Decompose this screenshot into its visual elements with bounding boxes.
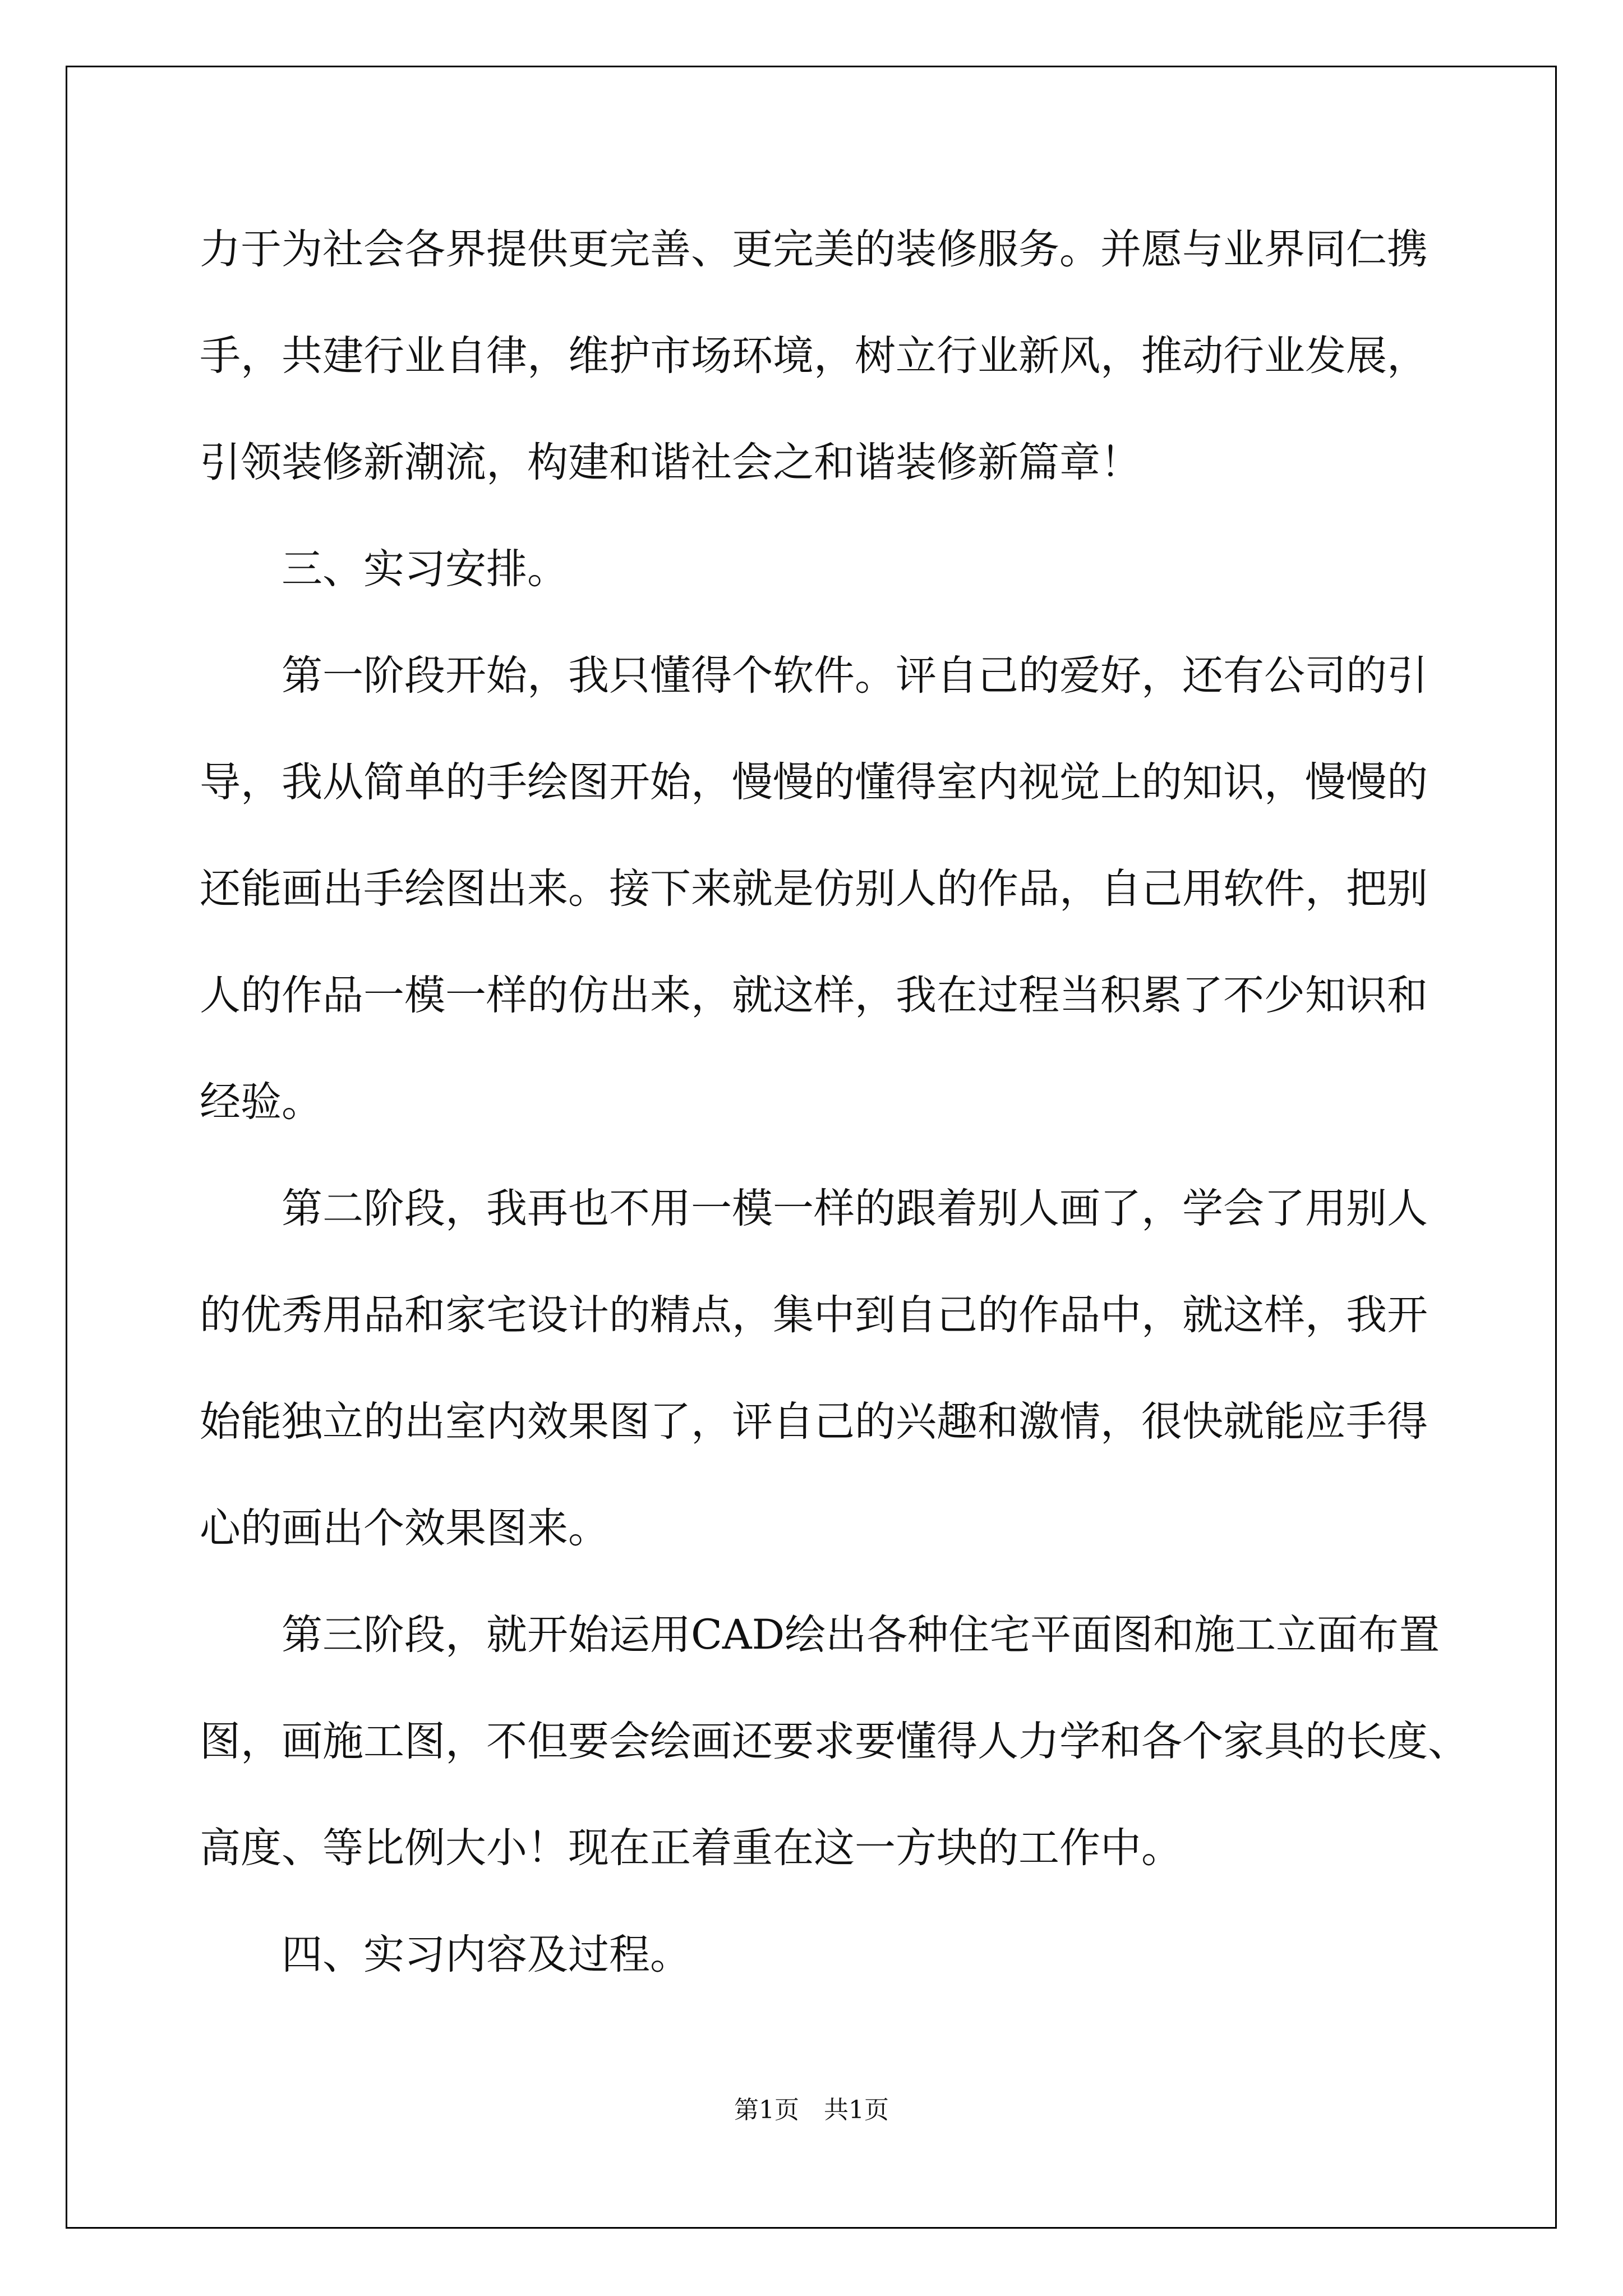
page-footer: 第1页 共1页 xyxy=(734,2096,889,2124)
text-line: 还能画出手绘图出来。接下来就是仿别人的作品，自己用软件，把别 xyxy=(200,865,1428,913)
text-line: 人的作品一模一样的仿出来，就这样，我在过程当积累了不少知识和 xyxy=(200,972,1428,1019)
text-line: 经验。 xyxy=(200,1078,322,1126)
text-line: 第一阶段开始，我只懂得个软件。评自己的爱好，还有公司的引 xyxy=(200,652,1428,700)
page-border xyxy=(66,66,1557,2229)
text-line: 第三阶段，就开始运用CAD绘出各种住宅平面图和施工立面布置 xyxy=(200,1611,1440,1659)
text-line: 手，共建行业自律，维护市场环境，树立行业新风，推动行业发展， xyxy=(200,332,1428,380)
text-line: 力于为社会各界提供更完善、更完美的装修服务。并愿与业界同仁携 xyxy=(200,226,1428,273)
text-line: 始能独立的出室内效果图了，评自己的兴趣和激情，很快就能应手得 xyxy=(200,1398,1428,1446)
text-line: 引领装修新潮流，构建和谐社会之和谐装修新篇章！ xyxy=(200,439,1141,486)
section-heading: 四、实习内容及过程。 xyxy=(200,1931,691,1978)
text-line: 心的画出个效果图来。 xyxy=(200,1504,609,1552)
section-heading: 三、实习安排。 xyxy=(200,545,568,593)
text-line: 第二阶段，我再也不用一模一样的跟着别人画了，学会了用别人 xyxy=(200,1185,1428,1232)
text-line: 的优秀用品和家宅设计的精点，集中到自己的作品中，就这样，我开 xyxy=(200,1291,1428,1339)
text-line: 高度、等比例大小！现在正着重在这一方块的工作中。 xyxy=(200,1824,1182,1872)
text-line: 导，我从简单的手绘图开始，慢慢的懂得室内视觉上的知识，慢慢的 xyxy=(200,758,1428,806)
text-line: 图，画施工图，不但要会绘画还要求要懂得人力学和各个家具的长度、 xyxy=(200,1718,1469,1765)
